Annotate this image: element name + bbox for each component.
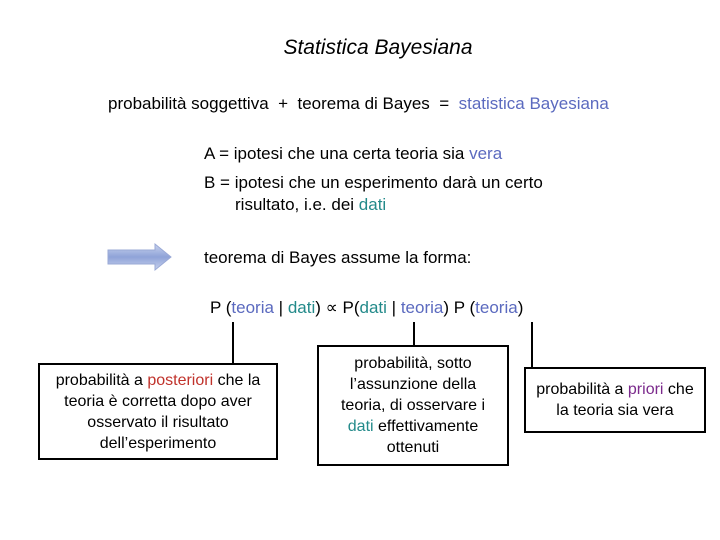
likelihood-text-pre: probabilità, sotto l’assunzione della teoria, di osservare i bbox=[340, 355, 486, 414]
formula-dati: dati bbox=[359, 298, 387, 317]
proportionality-formula bbox=[210, 298, 523, 318]
prior-text bbox=[530, 379, 700, 421]
posterior-text bbox=[40, 370, 276, 454]
posterior-text-post: che la teoria è corretta dopo aver osservato il risultato dell’esperimento bbox=[64, 371, 261, 452]
prior-text-post: che la teoria sia vera bbox=[556, 381, 694, 419]
equation-left: probabilità soggettiva + teorema di Bayes = bbox=[108, 94, 459, 113]
definition-b-line2-text: risultato, i.e. dei bbox=[235, 195, 359, 214]
formula-part: ) bbox=[517, 298, 524, 317]
prior-box bbox=[524, 367, 706, 433]
equation-result: statistica Bayesiana bbox=[458, 94, 609, 113]
definition-b-highlight: dati bbox=[358, 195, 387, 214]
formula-part: P ( bbox=[210, 298, 232, 317]
bayes-form-text: teorema di Bayes assume la forma: bbox=[204, 248, 472, 267]
definition-b-line1: B = ipotesi che un esperimento darà un certo bbox=[204, 173, 543, 192]
formula-teoria: teoria bbox=[231, 298, 274, 317]
prior-highlight: priori bbox=[627, 381, 664, 398]
formula-part: ) P ( bbox=[443, 298, 476, 317]
posterior-highlight: posteriori bbox=[147, 371, 214, 389]
definition-a-text: A = ipotesi che una certa teoria sia bbox=[204, 144, 470, 163]
likelihood-text-post: effettivamente ottenuti bbox=[373, 418, 479, 456]
posterior-text-pre: probabilità a bbox=[55, 371, 148, 389]
slide-title: Statistica Bayesiana bbox=[283, 36, 473, 59]
prior-text-pre: probabilità a bbox=[536, 381, 628, 398]
right-arrow-icon bbox=[108, 244, 171, 270]
likelihood-text bbox=[327, 353, 499, 458]
definition-a-highlight: vera bbox=[469, 144, 503, 163]
formula-part: | bbox=[273, 298, 288, 317]
posterior-box bbox=[38, 363, 278, 460]
likelihood-highlight: dati bbox=[347, 418, 374, 435]
formula-dati: dati bbox=[287, 298, 316, 317]
formula-part: ) ∝ P( bbox=[315, 298, 360, 317]
formula-teoria: teoria bbox=[400, 298, 444, 317]
formula-part: | bbox=[386, 298, 401, 317]
likelihood-box bbox=[317, 345, 509, 466]
formula-teoria: teoria bbox=[475, 298, 518, 317]
